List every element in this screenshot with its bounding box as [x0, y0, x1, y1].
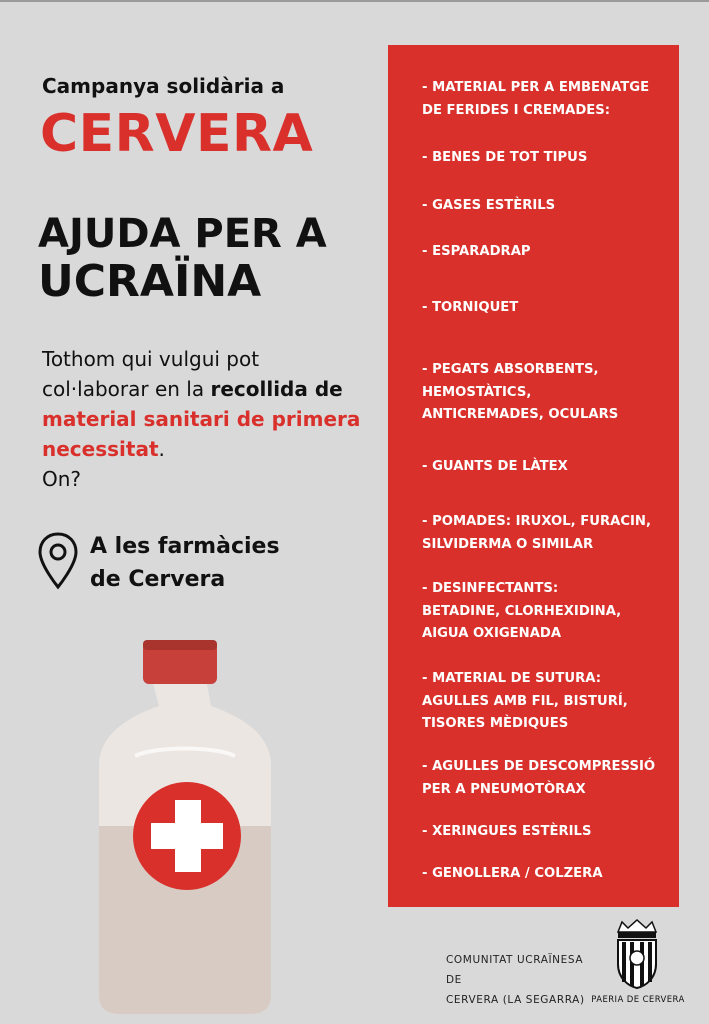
supply-item: - ESPARADRAP: [422, 244, 531, 259]
headline: [38, 210, 327, 306]
body-text-highlight: material sanitari de primera necessitat: [42, 407, 361, 461]
supply-item: - DESINFECTANTS: BETADINE, CLORHEXIDINA, AIGUA OXIGENADA: [422, 581, 622, 641]
top-border: [0, 0, 709, 2]
where-question: On?: [42, 467, 82, 491]
supply-item: - GUANTS DE LÀTEX: [422, 459, 568, 474]
supply-item: - MATERIAL PER A EMBENATGE DE FERIDES I CREMADES:: [422, 80, 650, 118]
location-line-2: de Cervera: [90, 567, 226, 592]
supply-item: - XERINGUES ESTÈRILS: [422, 824, 592, 839]
organizer-name: COMUNITAT UCRAÏNESA DE CERVERA (LA SEGARRA): [446, 954, 585, 1006]
location-text: [90, 530, 330, 596]
location-line-1: A les farmàcies: [90, 534, 280, 559]
campaign-subtitle: Campanya solidària a: [42, 74, 285, 98]
coat-of-arms-logo: [612, 918, 662, 990]
headline-line-1: AJUDA PER A: [38, 211, 327, 257]
map-pin-icon: [38, 532, 78, 590]
supply-item: - POMADES: IRUXOL, FURACIN, SILVIDERMA O SIMILAR: [422, 514, 651, 552]
supply-item: - BENES DE TOT TIPUS: [422, 150, 588, 165]
supply-item: - AGULLES DE DESCOMPRESSIÓ PER A PNEUMOTÒRAX: [422, 759, 656, 797]
body-text-part: Tothom qui vulgui pot col·laborar en la: [42, 347, 260, 401]
city-title: CERVERA: [40, 104, 314, 164]
body-text-emphasis: recollida de: [210, 377, 343, 401]
supply-item: - GASES ESTÈRILS: [422, 198, 556, 213]
supply-item: - MATERIAL DE SUTURA: AGULLES AMB FIL, BISTURÍ, TISORES MÈDIQUES: [422, 671, 628, 731]
medicine-bottle-illustration: [95, 636, 275, 1016]
body-text-part: .: [158, 437, 165, 461]
headline-line-2: UCRAÏNA: [38, 256, 262, 307]
call-to-action-text: [42, 344, 362, 494]
supply-item: - TORNIQUET: [422, 300, 519, 315]
council-name: PAERIA DE CERVERA: [591, 995, 685, 1005]
supply-item: - PEGATS ABSORBENTS, HEMOSTÀTICS, ANTICREMADES, OCULARS: [422, 362, 619, 422]
supply-item: - GENOLLERA / COLZERA: [422, 866, 603, 881]
